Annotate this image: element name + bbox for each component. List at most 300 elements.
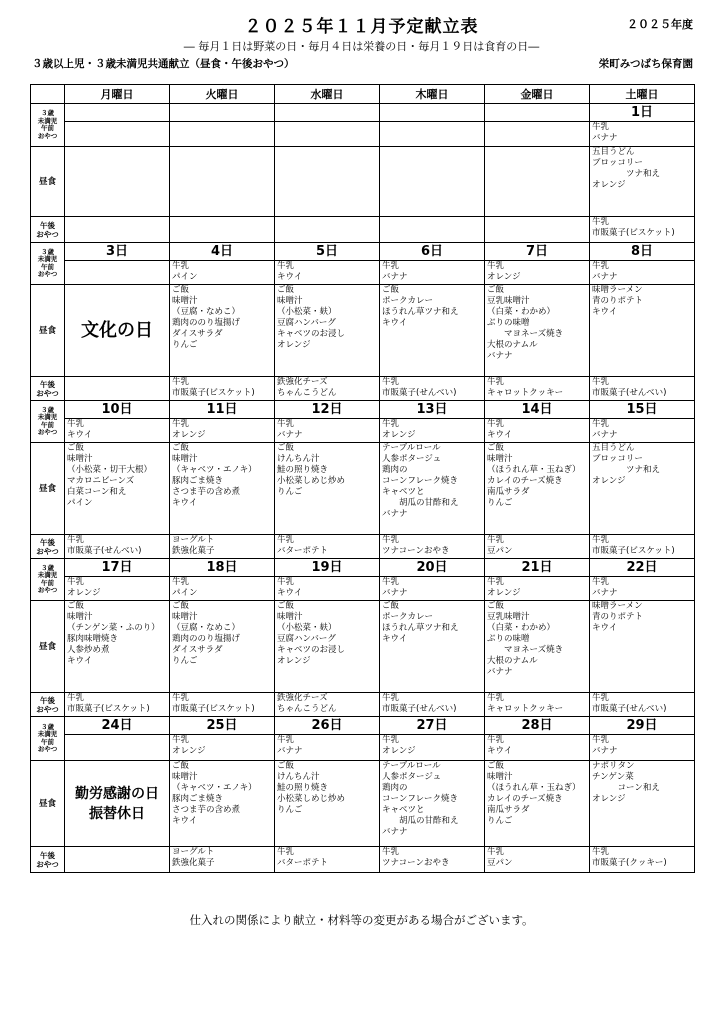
menu-item: 牛乳 — [592, 847, 610, 857]
menu-item: 人参ポタージュ — [382, 454, 442, 464]
date-cell: 19日 — [275, 559, 380, 577]
menu-item: ご飯 — [67, 601, 85, 611]
menu-item: （キャベツ・エノキ） — [172, 783, 257, 793]
date-cell: 5日 — [275, 243, 380, 261]
afternoon-snack-cell — [275, 535, 380, 559]
morning-snack-cell — [590, 122, 695, 147]
afternoon-snack-cell — [275, 693, 380, 717]
afternoon-snack-cell — [380, 217, 485, 243]
weekday-header: 火曜日 — [170, 85, 275, 104]
menu-item: オレンジ — [487, 272, 521, 282]
menu-item: オレンジ — [487, 588, 521, 598]
menu-item: 牛乳 — [382, 693, 400, 703]
menu-item: 牛乳 — [487, 535, 505, 545]
label-line: ３歳 — [41, 563, 54, 572]
afternoon-snack-cell — [485, 377, 590, 401]
label-line: 午後 — [40, 220, 55, 230]
menu-item: ほうれん草ツナ和え — [382, 307, 459, 317]
lunch-cell — [275, 761, 380, 847]
weekday-header: 土曜日 — [590, 85, 695, 104]
menu-item: パイン — [67, 498, 93, 508]
menu-item: ご飯 — [67, 443, 85, 453]
menu-item: 鮭の照り焼き — [277, 465, 329, 475]
date-row — [31, 104, 695, 122]
menu-item: 鶏肉ののり塩揚げ — [172, 318, 241, 328]
lunch-cell — [275, 443, 380, 535]
menu-item: 市販菓子(せんべい) — [592, 388, 667, 398]
afternoon-snack-cell — [275, 217, 380, 243]
date-cell: 17日 — [65, 559, 170, 577]
morning-snack-cell — [65, 122, 170, 147]
weekday-header-row — [31, 85, 695, 104]
menu-item: 青のりポテト — [592, 612, 644, 622]
menu-item: 胡瓜の甘酢和え — [382, 816, 459, 826]
menu-item: 牛乳 — [382, 735, 400, 745]
lunch-label: 昼食 — [31, 761, 65, 847]
morning-snack-row — [31, 261, 695, 285]
label-line: 午前 — [41, 420, 54, 429]
morning-snack-cell — [275, 122, 380, 147]
afternoon-snack-cell — [275, 847, 380, 873]
lunch-cell — [170, 601, 275, 693]
menu-item: 味噌汁 — [172, 454, 198, 464]
menu-item: キウイ — [172, 816, 198, 826]
label-line: おやつ — [37, 270, 58, 278]
morning-snack-cell — [275, 577, 380, 601]
menu-item: キウイ — [382, 318, 408, 328]
menu-item: オレンジ — [382, 746, 416, 756]
lunch-cell — [590, 285, 695, 377]
menu-item: キウイ — [277, 272, 303, 282]
label-line: 午後 — [40, 379, 55, 389]
afternoon-snack-row — [31, 847, 695, 873]
menu-item: ご飯 — [277, 601, 295, 611]
date-cell: 27日 — [380, 717, 485, 735]
date-cell: 18日 — [170, 559, 275, 577]
date-cell — [275, 104, 380, 122]
menu-item: ご飯 — [172, 761, 190, 771]
morning-snack-cell — [485, 261, 590, 285]
lunch-cell — [485, 601, 590, 693]
afternoon-snack-cell — [590, 535, 695, 559]
corner-cell — [31, 85, 65, 104]
afternoon-snack-cell — [485, 217, 590, 243]
menu-item: 豚肉味噌焼き — [67, 634, 119, 644]
menu-item: 市販菓子(せんべい) — [382, 704, 457, 714]
lunch-cell — [485, 147, 590, 217]
menu-item: 人参炒め煮 — [67, 645, 110, 655]
menu-item: 大根のナムル — [487, 656, 538, 666]
date-cell: 11日 — [170, 401, 275, 419]
morning-snack-cell — [380, 261, 485, 285]
label-line: ３歳 — [41, 722, 54, 731]
menu-item: 鉄強化チーズ — [277, 377, 328, 387]
label-line: 午前 — [41, 262, 54, 271]
menu-item: ぶりの味噌 — [487, 634, 530, 644]
morning-snack-row — [31, 419, 695, 443]
menu-item: 味噌ラーメン — [592, 285, 643, 295]
menu-item: バナナ — [277, 746, 303, 756]
menu-item: ご飯 — [487, 601, 505, 611]
menu-item: 豚肉ごま焼き — [172, 476, 224, 486]
date-cell: 7日 — [485, 243, 590, 261]
menu-item: 牛乳 — [487, 735, 505, 745]
menu-item: ご飯 — [487, 443, 505, 453]
label-line: ３歳 — [41, 247, 54, 256]
menu-item: 胡瓜の甘酢和え — [382, 498, 459, 508]
menu-item: オレンジ — [382, 430, 416, 440]
menu-item: オレンジ — [592, 794, 626, 804]
menu-item: ツナコーンおやき — [382, 546, 450, 556]
menu-item: ちゃんこうどん — [277, 388, 337, 398]
afternoon-snack-cell — [380, 535, 485, 559]
afternoon-snack-label — [31, 693, 65, 717]
afternoon-snack-cell — [590, 217, 695, 243]
menu-item: オレンジ — [172, 430, 206, 440]
lunch-cell — [485, 443, 590, 535]
menu-item: 味噌汁 — [172, 296, 198, 306]
afternoon-snack-cell — [170, 847, 275, 873]
menu-item: 牛乳 — [277, 577, 295, 587]
afternoon-snack-cell — [65, 847, 170, 873]
date-cell — [65, 104, 170, 122]
menu-item: ポークカレー — [382, 612, 434, 622]
menu-item: 牛乳 — [277, 419, 295, 429]
menu-item: 鉄強化菓子 — [172, 546, 215, 556]
menu-item: りんご — [277, 487, 303, 497]
afternoon-snack-row — [31, 217, 695, 243]
menu-item: 牛乳 — [382, 377, 400, 387]
afternoon-snack-cell — [485, 847, 590, 873]
label-line: 未満児 — [37, 255, 58, 263]
lunch-cell — [380, 601, 485, 693]
afternoon-snack-cell — [590, 847, 695, 873]
label-line: ３歳 — [41, 405, 54, 414]
morning-snack-cell — [275, 735, 380, 761]
menu-item: オレンジ — [172, 746, 206, 756]
label-line: おやつ — [36, 388, 59, 398]
holiday-name: 勤労感謝の日 — [75, 785, 159, 802]
lunch-cell — [590, 761, 695, 847]
menu-item: バナナ — [382, 272, 408, 282]
menu-item: 白菜コーン和え — [67, 487, 127, 497]
menu-item: キャベツと — [382, 805, 425, 815]
menu-item: （豆腐・なめこ） — [172, 307, 241, 317]
menu-item: ポークカレー — [382, 296, 434, 306]
menu-item: テーブルロール — [382, 443, 441, 453]
date-cell: 4日 — [170, 243, 275, 261]
menu-item: 鉄強化チーズ — [277, 693, 328, 703]
lunch-cell — [170, 285, 275, 377]
morning-snack-cell — [380, 122, 485, 147]
weekday-header: 金曜日 — [485, 85, 590, 104]
afternoon-snack-row — [31, 377, 695, 401]
lunch-cell — [65, 443, 170, 535]
menu-item: チンゲン菜 — [592, 772, 634, 782]
lunch-label: 昼食 — [31, 601, 65, 693]
menu-item: バターポテト — [277, 546, 329, 556]
morning-snack-cell — [485, 122, 590, 147]
menu-item: オレンジ — [277, 340, 311, 350]
menu-item: 豚肉ごま焼き — [172, 794, 224, 804]
menu-item: ぶりの味噌 — [487, 318, 530, 328]
menu-item: キウイ — [487, 746, 513, 756]
menu-item: キャベツのお浸し — [277, 329, 346, 339]
lunch-cell — [275, 147, 380, 217]
morning-snack-cell — [590, 735, 695, 761]
menu-item: バナナ — [382, 588, 408, 598]
menu-item: （キャベツ・エノキ） — [172, 465, 257, 475]
menu-item: （小松菜・麸） — [277, 623, 337, 633]
menu-item: 牛乳 — [67, 535, 85, 545]
page-title: ２０２５年１１月予定献立表 — [244, 17, 479, 37]
menu-item: バナナ — [592, 746, 618, 756]
morning-snack-cell — [590, 577, 695, 601]
lunch-cell — [380, 443, 485, 535]
menu-item: 市販菓子(ビスケット) — [592, 546, 675, 556]
menu-item: テーブルロール — [382, 761, 441, 771]
menu-item: 鶏肉の — [382, 783, 408, 793]
label-line: 午前 — [41, 578, 54, 587]
date-cell: 20日 — [380, 559, 485, 577]
date-cell: 29日 — [590, 717, 695, 735]
menu-item: コーン和え — [592, 783, 660, 793]
menu-item: 牛乳 — [172, 735, 190, 745]
menu-item: 豆乳味噌汁 — [487, 296, 530, 306]
afternoon-snack-cell — [380, 847, 485, 873]
menu-item: 豆パン — [487, 858, 513, 868]
menu-item: 豆腐ハンバーグ — [277, 634, 336, 644]
weekday-header: 木曜日 — [380, 85, 485, 104]
menu-item: 味噌汁 — [67, 454, 93, 464]
menu-item: ご飯 — [382, 601, 400, 611]
date-cell: 14日 — [485, 401, 590, 419]
lunch-row — [31, 601, 695, 693]
date-cell: 6日 — [380, 243, 485, 261]
menu-item: ご飯 — [277, 443, 295, 453]
lunch-cell — [485, 761, 590, 847]
morning-snack-cell — [485, 735, 590, 761]
date-cell — [485, 104, 590, 122]
menu-item: 牛乳 — [592, 577, 610, 587]
afternoon-snack-row — [31, 535, 695, 559]
lunch-cell — [485, 285, 590, 377]
menu-item: 南瓜サラダ — [487, 805, 530, 815]
label-line: おやつ — [37, 745, 58, 753]
menu-item: 大根のナムル — [487, 340, 538, 350]
date-cell — [170, 104, 275, 122]
afternoon-snack-cell — [170, 693, 275, 717]
date-row — [31, 717, 695, 735]
menu-item: 牛乳 — [382, 847, 400, 857]
label-line: 未満児 — [37, 571, 58, 579]
date-row — [31, 243, 695, 261]
morning-snack-cell — [65, 577, 170, 601]
menu-item: 小松菜しめじ炒め — [277, 794, 346, 804]
holiday-cell — [65, 285, 170, 377]
label-line: 午後 — [40, 850, 55, 860]
morning-snack-cell — [380, 577, 485, 601]
date-cell: 13日 — [380, 401, 485, 419]
menu-item: 鉄強化菓子 — [172, 858, 215, 868]
menu-item: パイン — [172, 272, 198, 282]
morning-snack-cell — [65, 419, 170, 443]
menu-item: 南瓜サラダ — [487, 487, 530, 497]
label-line: おやつ — [36, 229, 59, 239]
morning-snack-cell — [170, 419, 275, 443]
menu-item: 牛乳 — [67, 693, 85, 703]
menu-item: ご飯 — [172, 601, 190, 611]
menu-item: マヨネーズ焼き — [487, 645, 564, 655]
menu-item: ちゃんこうどん — [277, 704, 337, 714]
menu-item: キウイ — [382, 634, 408, 644]
holiday-cell — [65, 761, 170, 847]
menu-item: ダイスサラダ — [172, 329, 223, 339]
menu-item: 牛乳 — [382, 419, 400, 429]
menu-item: バナナ — [487, 351, 513, 361]
holiday-name: 文化の日 — [81, 320, 153, 341]
menu-item: 牛乳 — [277, 735, 295, 745]
menu-item: ご飯 — [487, 285, 505, 295]
afternoon-snack-cell — [485, 535, 590, 559]
menu-table — [30, 84, 695, 873]
menu-item: 味噌汁 — [172, 772, 198, 782]
menu-item: （小松菜・麸） — [277, 307, 337, 317]
date-cell: 28日 — [485, 717, 590, 735]
morning-snack-label — [31, 243, 65, 285]
menu-item: りんご — [172, 656, 198, 666]
lunch-cell — [275, 601, 380, 693]
afternoon-snack-cell — [170, 535, 275, 559]
label-line: 午後 — [40, 537, 55, 547]
menu-item: 牛乳 — [172, 261, 190, 271]
morning-snack-cell — [170, 122, 275, 147]
menu-item: ツナ和え — [592, 169, 661, 179]
menu-item: 市販菓子(ビスケット) — [172, 704, 255, 714]
menu-item: バナナ — [592, 272, 618, 282]
label-line: 午前 — [41, 124, 54, 132]
holiday-name: 振替休日 — [89, 805, 145, 822]
morning-snack-cell — [275, 419, 380, 443]
menu-item: カレイのチーズ焼き — [487, 476, 563, 486]
menu-item: 味噌汁 — [172, 612, 198, 622]
menu-item: ほうれん草ツナ和え — [382, 623, 459, 633]
morning-snack-cell — [65, 735, 170, 761]
menu-item: ダイスサラダ — [172, 645, 223, 655]
lunch-cell — [380, 285, 485, 377]
date-cell: 26日 — [275, 717, 380, 735]
menu-item: 五目うどん — [592, 443, 635, 453]
menu-item: 牛乳 — [592, 261, 610, 271]
weekday-header: 月曜日 — [65, 85, 170, 104]
lunch-cell — [590, 601, 695, 693]
menu-item: バナナ — [382, 827, 408, 837]
menu-item: ご飯 — [172, 443, 190, 453]
lunch-cell — [275, 285, 380, 377]
afternoon-snack-cell — [170, 377, 275, 401]
menu-item: 市販菓子(ビスケット) — [592, 228, 675, 238]
lunch-cell — [590, 443, 695, 535]
menu-item: ご飯 — [277, 761, 295, 771]
menu-item: 牛乳 — [277, 535, 295, 545]
morning-snack-cell — [485, 577, 590, 601]
menu-item: 市販菓子(ビスケット) — [172, 388, 255, 398]
date-cell: 21日 — [485, 559, 590, 577]
label-line: おやつ — [36, 546, 59, 556]
menu-item: キウイ — [277, 588, 303, 598]
menu-item: キウイ — [172, 498, 198, 508]
morning-snack-label — [31, 401, 65, 443]
menu-item: 豆腐ハンバーグ — [277, 318, 336, 328]
menu-item: キウイ — [67, 430, 93, 440]
menu-item: （豆腐・なめこ） — [172, 623, 241, 633]
label-line: 午後 — [40, 695, 55, 705]
menu-item: キウイ — [592, 623, 618, 633]
menu-item: キウイ — [487, 430, 513, 440]
menu-item: （ほうれん草・玉ねぎ） — [487, 465, 581, 475]
afternoon-snack-row — [31, 693, 695, 717]
menu-item: バナナ — [277, 430, 303, 440]
morning-snack-label — [31, 717, 65, 761]
menu-item: マカロニビーンズ — [67, 476, 135, 486]
label-line: 未満児 — [37, 413, 58, 421]
morning-snack-cell — [275, 261, 380, 285]
menu-item: ご飯 — [487, 761, 505, 771]
menu-item: 牛乳 — [487, 693, 505, 703]
menu-item: 牛乳 — [487, 419, 505, 429]
menu-item: 味噌汁 — [487, 772, 513, 782]
morning-snack-cell — [590, 261, 695, 285]
menu-item: ご飯 — [277, 285, 295, 295]
menu-item: 豆乳味噌汁 — [487, 612, 530, 622]
menu-item: 市販菓子(ビスケット) — [67, 704, 150, 714]
date-cell: 15日 — [590, 401, 695, 419]
menu-item: 市販菓子(せんべい) — [67, 546, 142, 556]
subtitle: ― 毎月１日は野菜の日・毎月４日は栄養の日・毎月１９日は食育の日― — [183, 40, 540, 53]
lunch-label: 昼食 — [31, 147, 65, 217]
afternoon-snack-cell — [65, 535, 170, 559]
school-name: 栄町みつばち保育園 — [598, 58, 693, 70]
menu-item: コーンフレーク焼き — [382, 794, 458, 804]
afternoon-snack-cell — [380, 693, 485, 717]
lunch-cell — [380, 147, 485, 217]
menu-item: 牛乳 — [487, 577, 505, 587]
menu-item: 豆パン — [487, 546, 513, 556]
menu-item: ブロッコリー — [592, 158, 643, 168]
menu-item: りんご — [487, 816, 513, 826]
lunch-row — [31, 147, 695, 217]
menu-item: りんご — [172, 340, 198, 350]
menu-item: バナナ — [487, 667, 513, 677]
afternoon-snack-cell — [65, 217, 170, 243]
menu-item: 牛乳 — [172, 577, 190, 587]
menu-item: キャロットクッキー — [487, 388, 564, 398]
menu-item: 牛乳 — [277, 261, 295, 271]
lunch-cell — [170, 147, 275, 217]
fiscal-year: ２０２５年度 — [627, 18, 693, 31]
menu-item: 五目うどん — [592, 147, 635, 157]
lunch-row — [31, 761, 695, 847]
label-line: おやつ — [36, 859, 59, 869]
menu-item: （白菜・わかめ） — [487, 307, 556, 317]
menu-item: キウイ — [67, 656, 93, 666]
menu-item: 牛乳 — [382, 577, 400, 587]
menu-item: バナナ — [592, 133, 618, 143]
date-cell: 22日 — [590, 559, 695, 577]
menu-item: 牛乳 — [67, 577, 85, 587]
menu-item: りんご — [277, 805, 303, 815]
menu-item: 牛乳 — [592, 693, 610, 703]
